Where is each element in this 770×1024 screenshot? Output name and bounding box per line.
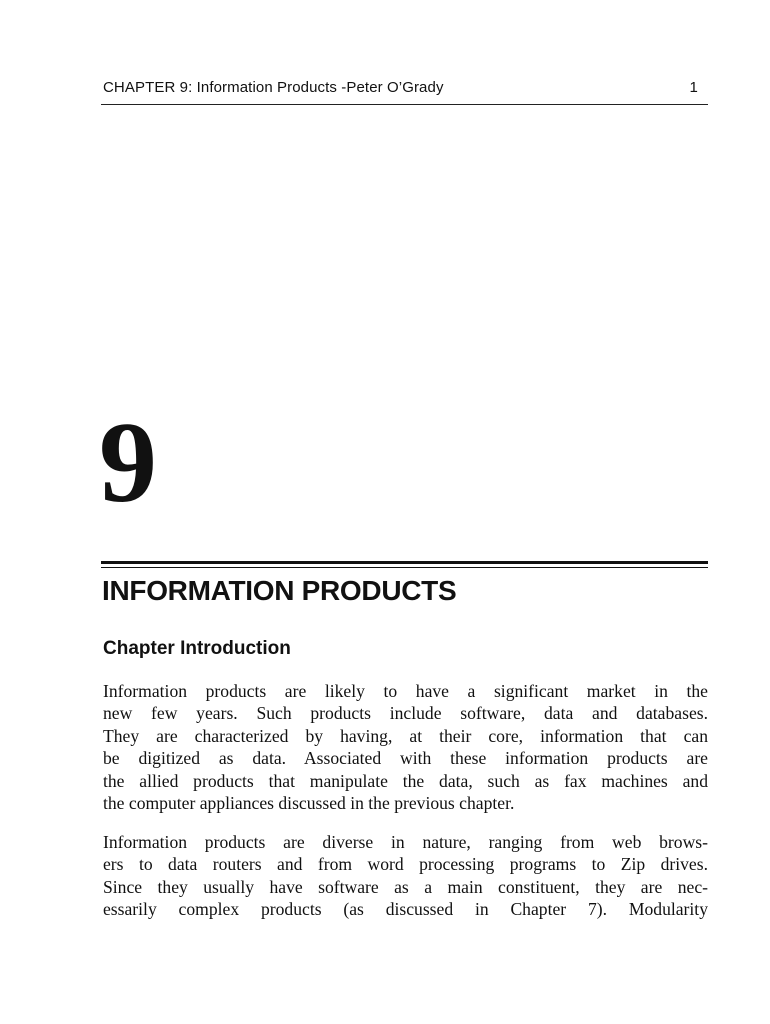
- chapter-rule-thick: [101, 561, 708, 564]
- page-number: 1: [689, 79, 698, 96]
- paragraph-line: new few years. Such products include software, data and databases.: [103, 703, 708, 724]
- paragraph-line: be digitized as data. Associated with these information products are: [103, 748, 708, 769]
- paragraph-line: Since they usually have software as a main constituent, they are nec-: [103, 876, 708, 897]
- paragraph-line: ers to data routers and from word processing programs to Zip drives.: [103, 854, 708, 875]
- paragraph-line: the computer appliances discussed in the previous chapter.: [103, 793, 515, 814]
- paragraph-line: Information products are diverse in nature, ranging from web brows-: [103, 832, 708, 852]
- paragraph-line: the allied products that manipulate the data, such as fax machines and: [103, 770, 708, 791]
- paragraph-line: Information products are likely to have a significant market in the: [103, 681, 708, 701]
- section-heading: Chapter Introduction: [103, 638, 291, 659]
- running-header: [101, 78, 708, 98]
- header-divider: [101, 104, 708, 105]
- paragraph-line: They are characterized by having, at their core, information that can: [103, 725, 708, 746]
- running-header-title: CHAPTER 9: Information Products -Peter O’Grady: [103, 79, 444, 96]
- chapter-number: 9: [99, 399, 155, 527]
- paragraph-line: essarily complex products (as discussed in Chapter 7). Modularity: [103, 899, 708, 920]
- body-paragraph: [103, 831, 708, 921]
- body-paragraph: [103, 680, 708, 814]
- chapter-rule-thin: [101, 567, 708, 568]
- chapter-title: INFORMATION PRODUCTS: [102, 575, 457, 606]
